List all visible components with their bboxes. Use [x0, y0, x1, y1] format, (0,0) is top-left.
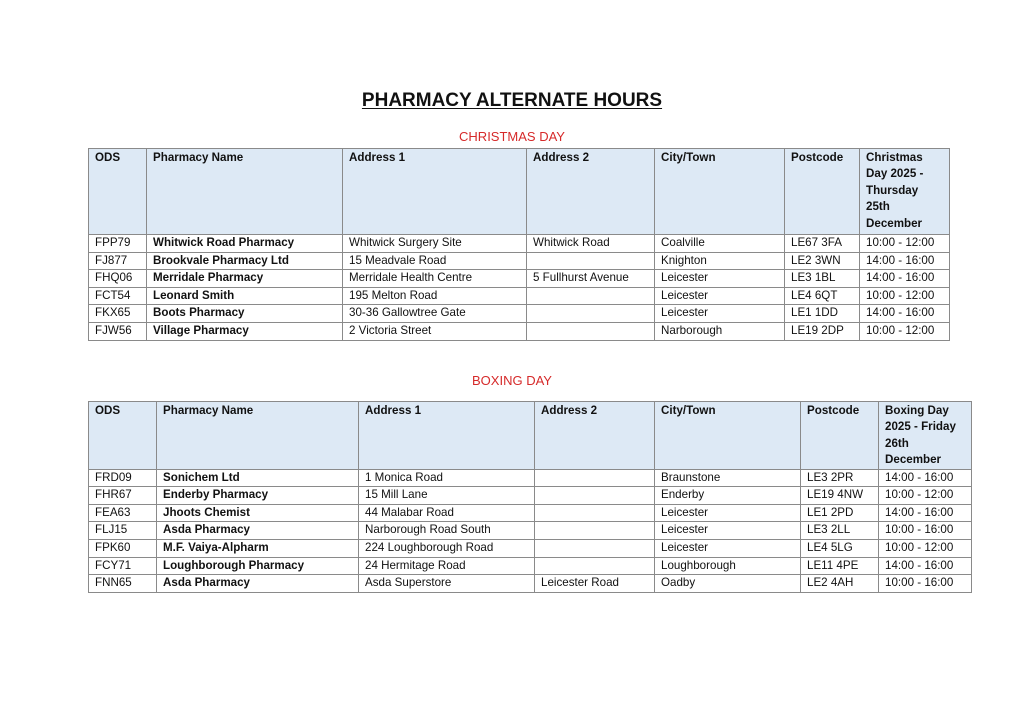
- table-cell: FPP79: [89, 235, 147, 253]
- table-cell: Leicester: [655, 305, 785, 323]
- table-row: [89, 575, 972, 593]
- table-cell: 14:00 - 16:00: [860, 270, 950, 288]
- table-cell: LE1 1DD: [785, 305, 860, 323]
- table-cell: Loughborough Pharmacy: [157, 557, 359, 575]
- table-cell: [535, 557, 655, 575]
- table-cell: Brookvale Pharmacy Ltd: [147, 252, 343, 270]
- table-cell: Whitwick Road: [527, 235, 655, 253]
- table-cell: FPK60: [89, 540, 157, 558]
- column-header: Boxing Day 2025 - Friday 26th December: [879, 402, 972, 470]
- table-row: [89, 540, 972, 558]
- table-cell: LE11 4PE: [801, 557, 879, 575]
- column-header: Pharmacy Name: [147, 149, 343, 235]
- table-cell: Whitwick Road Pharmacy: [147, 235, 343, 253]
- table-cell: Leicester: [655, 270, 785, 288]
- column-header: Address 1: [343, 149, 527, 235]
- table-cell: FHQ06: [89, 270, 147, 288]
- column-header: Postcode: [801, 402, 879, 470]
- table-header-row: [89, 149, 950, 235]
- table-cell: 10:00 - 12:00: [860, 322, 950, 340]
- table-cell: 14:00 - 16:00: [860, 305, 950, 323]
- table-cell: Asda Pharmacy: [157, 522, 359, 540]
- table-cell: Merridale Health Centre: [343, 270, 527, 288]
- table-cell: [535, 487, 655, 505]
- table-cell: 5 Fullhurst Avenue: [527, 270, 655, 288]
- table-cell: Merridale Pharmacy: [147, 270, 343, 288]
- table-cell: M.F. Vaiya-Alpharm: [157, 540, 359, 558]
- column-header: Address 1: [359, 402, 535, 470]
- table-cell: 10:00 - 12:00: [860, 235, 950, 253]
- table-cell: Oadby: [655, 575, 801, 593]
- table-cell: [527, 322, 655, 340]
- table-cell: 195 Melton Road: [343, 287, 527, 305]
- table-cell: 14:00 - 16:00: [879, 557, 972, 575]
- table-cell: LE4 5LG: [801, 540, 879, 558]
- table-row: [89, 504, 972, 522]
- table-cell: LE67 3FA: [785, 235, 860, 253]
- table-cell: Narborough Road South: [359, 522, 535, 540]
- table-row: [89, 487, 972, 505]
- table-row: [89, 270, 950, 288]
- table-cell: [527, 305, 655, 323]
- table-cell: LE3 1BL: [785, 270, 860, 288]
- table-cell: LE2 4AH: [801, 575, 879, 593]
- table-cell: FJ877: [89, 252, 147, 270]
- table-cell: 24 Hermitage Road: [359, 557, 535, 575]
- table-cell: 15 Meadvale Road: [343, 252, 527, 270]
- table-cell: FHR67: [89, 487, 157, 505]
- table-cell: 1 Monica Road: [359, 469, 535, 487]
- table-cell: 14:00 - 16:00: [879, 469, 972, 487]
- table-cell: [535, 540, 655, 558]
- table-cell: Village Pharmacy: [147, 322, 343, 340]
- table-cell: Boots Pharmacy: [147, 305, 343, 323]
- table-row: [89, 287, 950, 305]
- table-cell: 10:00 - 12:00: [879, 540, 972, 558]
- column-header: ODS: [89, 402, 157, 470]
- table-cell: LE1 2PD: [801, 504, 879, 522]
- table-cell: FNN65: [89, 575, 157, 593]
- table-cell: Leicester: [655, 504, 801, 522]
- table-row: [89, 305, 950, 323]
- table-cell: [535, 504, 655, 522]
- table-cell: 14:00 - 16:00: [879, 504, 972, 522]
- table-cell: [535, 522, 655, 540]
- table-row: [89, 235, 950, 253]
- table-cell: FJW56: [89, 322, 147, 340]
- table-cell: Knighton: [655, 252, 785, 270]
- table-cell: LE3 2PR: [801, 469, 879, 487]
- table-cell: 44 Malabar Road: [359, 504, 535, 522]
- table-cell: 10:00 - 16:00: [879, 522, 972, 540]
- table-cell: [535, 469, 655, 487]
- table-cell: Jhoots Chemist: [157, 504, 359, 522]
- column-header: Address 2: [527, 149, 655, 235]
- table-cell: LE3 2LL: [801, 522, 879, 540]
- table-cell: Whitwick Surgery Site: [343, 235, 527, 253]
- table-cell: Leicester: [655, 522, 801, 540]
- column-header: City/Town: [655, 402, 801, 470]
- table-cell: LE19 2DP: [785, 322, 860, 340]
- table-cell: Loughborough: [655, 557, 801, 575]
- table-cell: FLJ15: [89, 522, 157, 540]
- table-cell: [527, 252, 655, 270]
- table-cell: FRD09: [89, 469, 157, 487]
- table-cell: LE19 4NW: [801, 487, 879, 505]
- table-cell: Leicester Road: [535, 575, 655, 593]
- table-cell: Coalville: [655, 235, 785, 253]
- column-header: Postcode: [785, 149, 860, 235]
- table-row: [89, 252, 950, 270]
- table-cell: Asda Pharmacy: [157, 575, 359, 593]
- table-cell: Braunstone: [655, 469, 801, 487]
- table-cell: [527, 287, 655, 305]
- table-cell: 10:00 - 12:00: [879, 487, 972, 505]
- table-cell: Leicester: [655, 540, 801, 558]
- column-header: Address 2: [535, 402, 655, 470]
- table-row: [89, 322, 950, 340]
- christmas-day-heading: CHRISTMAS DAY: [459, 129, 565, 144]
- table-cell: FEA63: [89, 504, 157, 522]
- table-cell: 30-36 Gallowtree Gate: [343, 305, 527, 323]
- column-header: Pharmacy Name: [157, 402, 359, 470]
- table-cell: Leonard Smith: [147, 287, 343, 305]
- table-cell: FCY71: [89, 557, 157, 575]
- table-cell: LE2 3WN: [785, 252, 860, 270]
- table-row: [89, 522, 972, 540]
- table-cell: Sonichem Ltd: [157, 469, 359, 487]
- table-cell: 10:00 - 12:00: [860, 287, 950, 305]
- table-cell: 2 Victoria Street: [343, 322, 527, 340]
- table-cell: FKX65: [89, 305, 147, 323]
- christmas-day-table: [88, 148, 950, 341]
- table-cell: Enderby: [655, 487, 801, 505]
- table-cell: Enderby Pharmacy: [157, 487, 359, 505]
- table-header-row: [89, 402, 972, 470]
- table-cell: Narborough: [655, 322, 785, 340]
- boxing-day-table: [88, 401, 972, 593]
- table-cell: Leicester: [655, 287, 785, 305]
- table-row: [89, 469, 972, 487]
- column-header: ODS: [89, 149, 147, 235]
- table-cell: 10:00 - 16:00: [879, 575, 972, 593]
- column-header: City/Town: [655, 149, 785, 235]
- column-header: Christmas Day 2025 - Thursday 25th December: [860, 149, 950, 235]
- table-cell: FCT54: [89, 287, 147, 305]
- table-cell: 14:00 - 16:00: [860, 252, 950, 270]
- table-cell: 224 Loughborough Road: [359, 540, 535, 558]
- table-cell: Asda Superstore: [359, 575, 535, 593]
- page-title: PHARMACY ALTERNATE HOURS: [361, 90, 663, 111]
- table-cell: 15 Mill Lane: [359, 487, 535, 505]
- table-cell: LE4 6QT: [785, 287, 860, 305]
- boxing-day-heading: BOXING DAY: [472, 373, 552, 388]
- table-row: [89, 557, 972, 575]
